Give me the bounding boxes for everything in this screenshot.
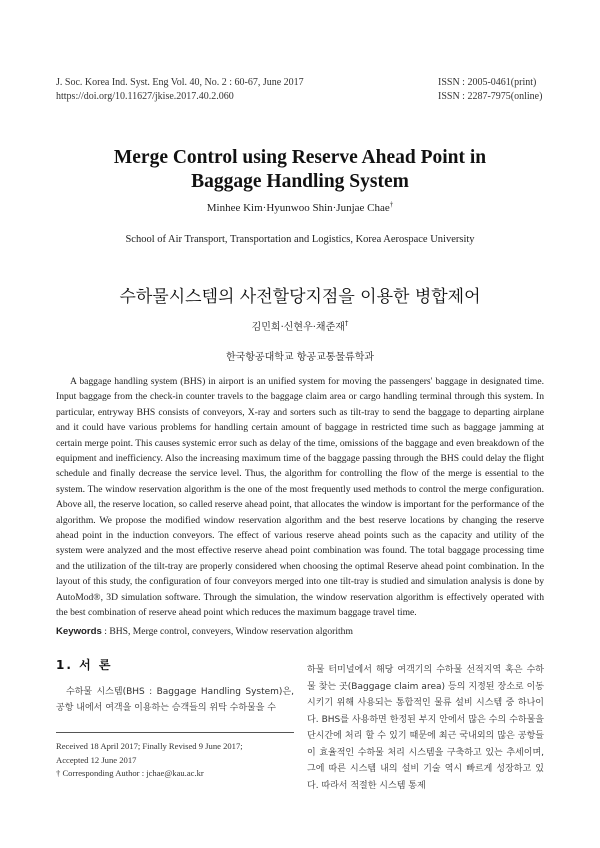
paper-title [0,146,600,194]
section-heading: 1. 서 론 [56,658,113,672]
korean-corresponding-mark: † [344,319,349,328]
received-date: Received 18 April 2017; Finally Revised 9 June 2017; [56,741,243,751]
author-names: Minhee Kim·Hyunwoo Shin·Junjae Chae [206,202,390,214]
keywords [56,626,353,637]
journal-citation-block [56,76,304,104]
corresponding-author [56,767,243,781]
korean-author-names: 김민희·신현우·채준재 [251,322,345,333]
author-list [0,202,600,214]
korean-affiliation: 한국항공대학교 항공교통물류학과 [225,352,375,363]
intro-left-column: 수하물 시스템(BHS : Baggage Handling System)은, 공항 내에서 여객을 이용하는 승객들의 위탁 수하물을 수 [56,687,294,713]
issn-block [438,76,542,104]
korean-author-list [0,318,600,333]
dagger-mark: † [56,768,61,778]
korean-title: 수하물시스템의 사전할당지점을 이용한 병합제어 [119,287,481,307]
abstract: A baggage handling system (BHS) in airport is an unified system for moving the passengers' baggage in designated time. Input baggage from the check-in counter travels to the baggage claim area or cargo handling terminal through this system. In particular, entryway BHS consists of conveyors, X-ray and sorters such as tilt-tray to send the baggage to departing airplane and it could have various problems for handling certain amount of baggage in restricted time such as baggage jamming at certain merge point. This causes systemic error such as delay of the time, omissions of the baggage and even breakdown of the equipment and inefficiency. Also the increasing maximum time of the baggage passing through the BHS could delay the flight schedule and finally decrease the service level. Thus, the algorithm for controlling the flow of the merge is essential to the system. The window reservation algorithm is the one of the most frequently used methods to control the merge configuration. Above all, the reserve location, so called reserve ahead point, that allocates the window is important for the performance of the algorithm. We propose the modified window reservation algorithm and the best reserve locations by changing the reserve ahead point in the induction conveyors. The effect of various reserve ahead points such as the capacity and utility of the system were analyzed and the most effective reserve ahead point combination was found. The total baggage processing time and the utilization of the tilt-tray are properly considered when choosing the optimal Reserve ahead point combination. In the layout of this study, the configuration of four conveyors merged into one tilt-tray is studied and simulation analysis is done by AutoMod®, 3D simulation software. Through the simulation, the window reservation algorithm is effectively operated with the best combination of reserve ahead point which reduces the maximum baggage travel time. [56,376,544,619]
issn-print: ISSN : 2005-0461(print) [438,77,537,88]
accepted-date: Accepted 12 June 2017 [56,754,137,765]
title-line-2: Baggage Handling System [191,171,409,192]
doi-link[interactable]: https://doi.org/10.11627/jkise.2017.40.2.060 [56,91,234,102]
issn-online: ISSN : 2287-7975(online) [438,91,543,102]
keywords-text: : BHS, Merge control, conveyers, Window reservation algorithm [101,626,353,637]
corresponding-author-text: Corresponding Author : jchae@kau.ac.kr [60,768,204,778]
corresponding-mark: † [389,200,394,209]
journal-citation: J. Soc. Korea Ind. Syst. Eng Vol. 40, No. 2 : 60-67, June 2017 [56,77,304,88]
title-line-1: Merge Control using Reserve Ahead Point in [113,147,487,168]
affiliation: School of Air Transport, Transportation and Logistics, Korea Aerospace University [125,234,475,245]
intro-right-column: 하물 터미널에서 해당 여객기의 수하물 선적지역 혹은 수하물 찾는 곳(Baggage claim area) 등의 지정된 장소로 이동시키기 위해 사용되는 통합적인 물류 설비 시스템 중 하나이다. BHS를 사용하면 한정된 부지 안에서 많은 수의 수하물을 단시간에 처리 할 수 있기 때문에 최근 국내외의 많은 공항들이 효율적인 수하물 처리 시스템을 구축하고 있는 추세이며, 그에 따른 시스템 내의 설비 기술 역시 빠르게 성장하고 있다. 따라서 적절한 시스템 통제 [307,665,544,791]
keywords-label: Keywords [56,626,102,637]
footnote-divider [56,732,294,733]
footnote [56,740,243,781]
